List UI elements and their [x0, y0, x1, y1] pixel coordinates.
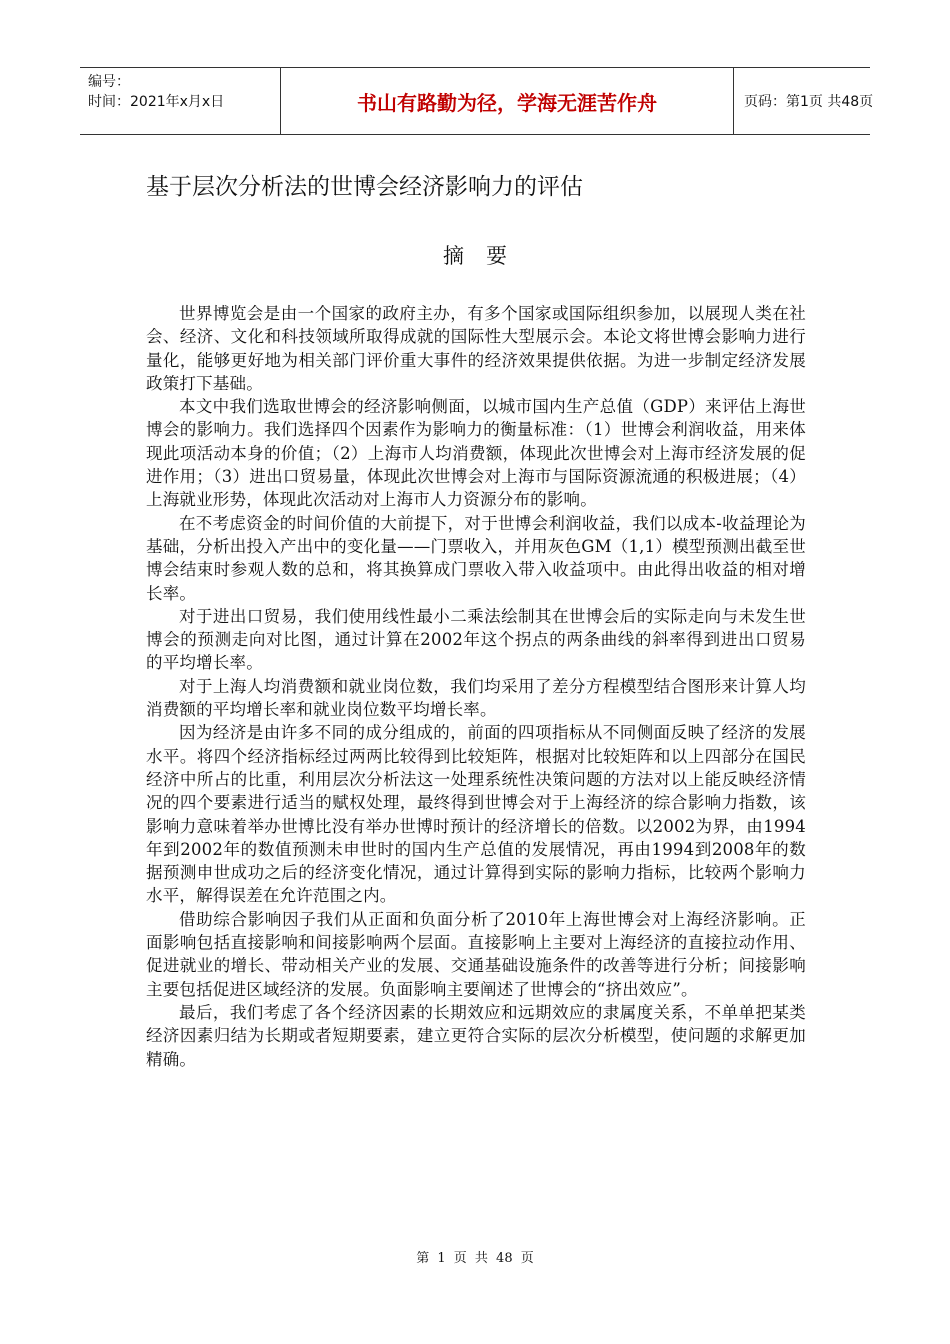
header-motto: 书山有路勤为径，学海无涯苦作舟: [280, 68, 734, 134]
document-time-label: 时间：2021年x月x日: [88, 94, 225, 110]
abstract-heading: 摘要: [443, 244, 529, 268]
paragraph: 因为经济是由许多不同的成分组成的，前面的四项指标从不同侧面反映了经济的发展水平。将四个经济指标经过两两比较得到比较矩阵，根据对比较矩阵和以上四部分在国民经济中所占的比重，利用层次分析法这一处理系统性决策问题的方法对以上能反映经济情况的四个要素进行适当的赋权处理，最终得到世博会对于上海经济的综合影响力指数，该影响力意味着举办世博比没有举办世博时预计的经济增长的倍数。以2002为界，由1994年到2002年的数值预测未申世时的国内生产总值的发展情况，再由1994到2008年的数据预测申世成功之后的经济变化情况，通过计算得到实际的影响力指标，比较两个影响力水平，解得误差在允许范围之内。: [146, 723, 806, 906]
paragraph: 对于上海人均消费额和就业岗位数，我们均采用了差分方程模型结合图形来计算人均消费额的平均增长率和就业岗位数平均增长率。: [146, 676, 806, 720]
paragraph: 借助综合影响因子我们从正面和负面分析了2010年上海世博会对上海经济影响。正面影响包括直接影响和间接影响两个层面。直接影响上主要对上海经济的直接拉动作用、促进就业的增长、带动相关产业的发展、交通基础设施条件的改善等进行分析；间接影响主要包括促进区域经济的发展。负面影响主要阐述了世博会的“挤出效应”。: [146, 909, 806, 999]
abstract-body: [146, 302, 806, 1071]
document-title: 基于层次分析法的世博会经济影响力的评估: [146, 174, 583, 200]
page-header: [80, 67, 874, 135]
page-footer: 第 1 页 共 48 页: [416, 1251, 534, 1266]
paragraph: 对于进出口贸易，我们使用线性最小二乘法绘制其在世博会后的实际走向与未发生世博会的预测走向对比图，通过计算在2002年这个拐点的两条曲线的斜率得到进出口贸易的平均增长率。: [146, 606, 806, 673]
paragraph: 本文中我们选取世博会的经济影响侧面，以城市国内生产总值（GDP）来评估上海世博会的影响力。我们选择四个因素作为影响力的衡量标准：（1）世博会利润收益，用来体现此项活动本身的价值；（2）上海市人均消费额，体现此次世博会对上海市经济发展的促进作用；（3）进出口贸易量，体现此次世博会对上海市与国际资源流通的积极进展；（4）上海就业形势，体现此次活动对上海市人力资源分布的影响。: [146, 397, 806, 510]
header-meta: [80, 68, 280, 134]
header-page-info: 页码：第1页 共48页: [744, 94, 874, 110]
paragraph: 最后，我们考虑了各个经济因素的长期效应和远期效应的隶属度关系，不单单把某类经济因素归结为长期或者短期要素，建立更符合实际的层次分析模型，使问题的求解更加精确。: [146, 1002, 806, 1069]
document-number-label: 编号：: [88, 74, 130, 90]
paragraph: 世界博览会是由一个国家的政府主办，有多个国家或国际组织参加，以展现人类在社会、经济、文化和科技领域所取得成就的国际性大型展示会。本论文将世博会影响力进行量化，能够更好地为相关部门评价重大事件的经济效果提供依据。为进一步制定经济发展政策打下基础。: [146, 304, 806, 393]
paragraph: 在不考虑资金的时间价值的大前提下，对于世博会利润收益，我们以成本-收益理论为基础，分析出投入产出中的变化量——门票收入，并用灰色GM（1,1）模型预测出截至世博会结束时参观人数的总和，将其换算成门票收入带入收益项中。由此得出收益的相对增长率。: [146, 513, 806, 603]
